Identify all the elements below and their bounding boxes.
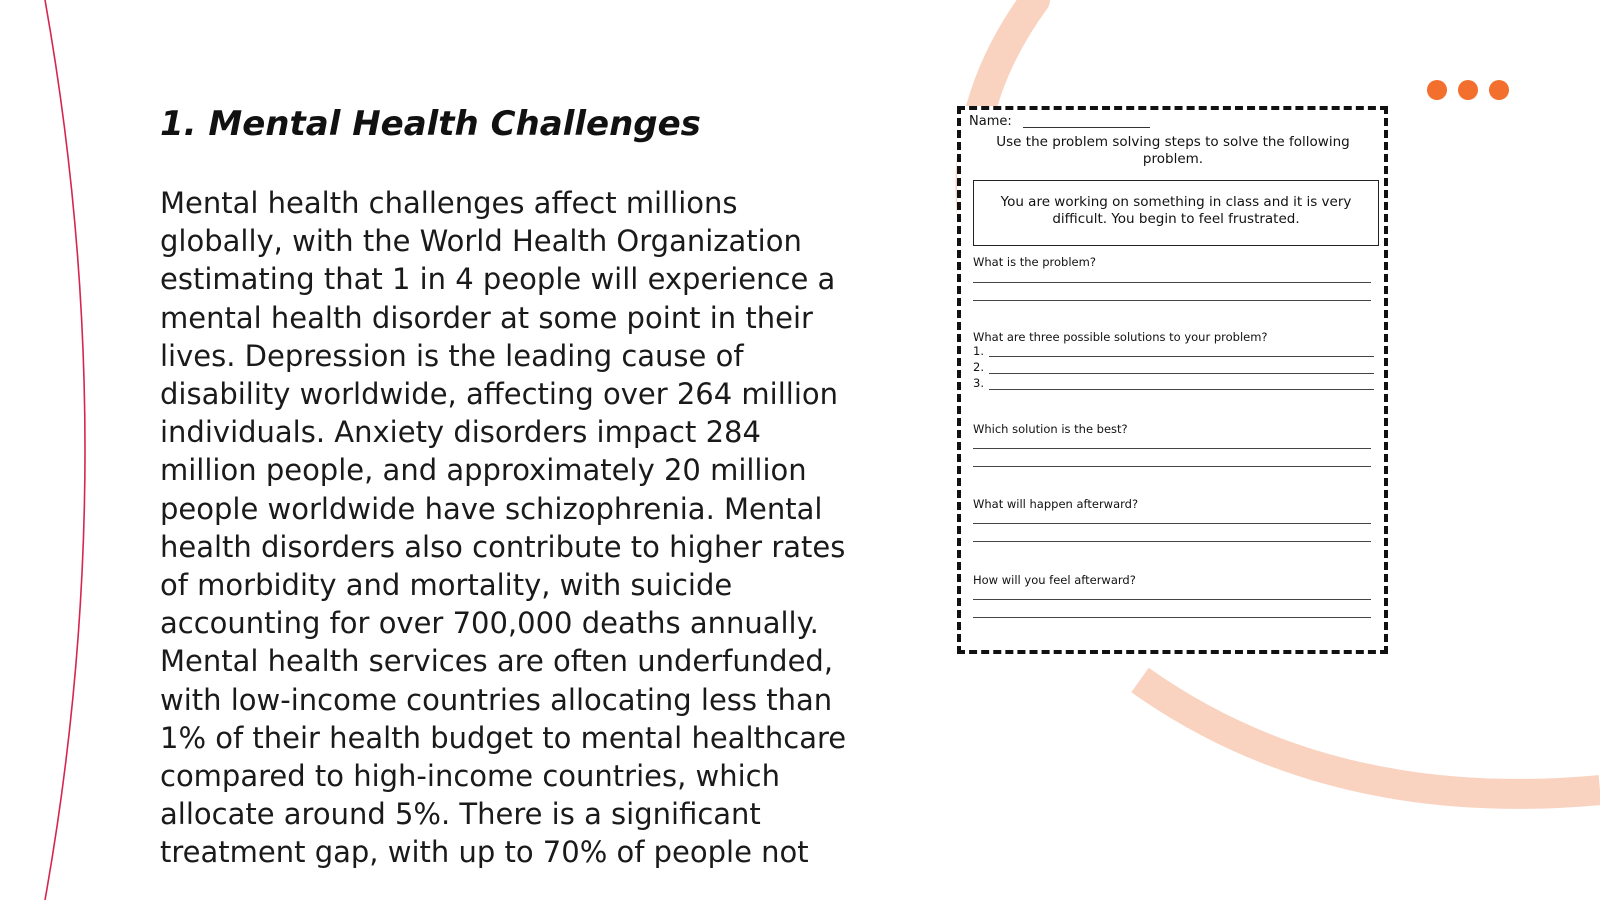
worksheet-number-1: 1.: [973, 344, 984, 358]
menu-dots-icon: [1427, 80, 1509, 100]
dot: [1427, 80, 1447, 100]
dot: [1458, 80, 1478, 100]
worksheet-answer-line: [973, 523, 1371, 524]
worksheet-answer-line: [989, 373, 1374, 374]
dot: [1489, 80, 1509, 100]
worksheet-answer-line: [973, 617, 1371, 618]
worksheet-answer-line: [973, 599, 1371, 600]
worksheet-number-3: 3.: [973, 376, 984, 390]
left-accent-line: [45, 0, 85, 900]
worksheet-question-best: Which solution is the best?: [973, 422, 1128, 436]
worksheet-answer-line: [989, 389, 1374, 390]
worksheet-question-solutions: What are three possible solutions to your problem?: [973, 330, 1268, 344]
worksheet-answer-line: [973, 541, 1371, 542]
worksheet-question-feel: How will you feel afterward?: [973, 573, 1136, 587]
worksheet-answer-line: [989, 356, 1374, 357]
worksheet-question-afterward: What will happen afterward?: [973, 497, 1139, 511]
worksheet-instruction: Use the problem solving steps to solve the following problem.: [996, 134, 1350, 167]
worksheet-name-line: [1023, 127, 1150, 128]
slide-title: 1. Mental Health Challenges: [160, 104, 701, 144]
worksheet-number-2: 2.: [973, 360, 984, 374]
worksheet-answer-line: [973, 300, 1371, 301]
slide-body-text: Mental health challenges affect millions globally, with the World Health Organization estimating that 1 in 4 people will experience a mental health disorder at some point in their lives. Depression is the leading cause of disability worldwide, affecting over 264 million individuals. Anxiety disorders impact 284 million people, and approximately 20 million people worldwide have schizophrenia. Mental health disorders also contribute to higher rates of morbidity and mortality, with suicide accounting for over 700,000 deaths annually. Mental health services are often underfunded, with low-income countries allocating less than 1% of their health budget to mental healthcare compared to high-income countries, which allocate around 5%. There is a significant treatment gap, with up to 70% of people not: [160, 186, 847, 870]
worksheet-question-problem: What is the problem?: [973, 255, 1096, 269]
worksheet-answer-line: [973, 282, 1371, 283]
problem-solving-worksheet-image: [957, 106, 1388, 654]
worksheet-answer-line: [973, 466, 1371, 467]
worksheet-name-label: Name:: [969, 114, 1012, 129]
worksheet-scenario-box: You are working on something in class and it is very difficult. You begin to feel frustrated.: [973, 180, 1379, 246]
decorative-arc-lower: [1140, 680, 1600, 794]
worksheet-answer-line: [973, 448, 1371, 449]
